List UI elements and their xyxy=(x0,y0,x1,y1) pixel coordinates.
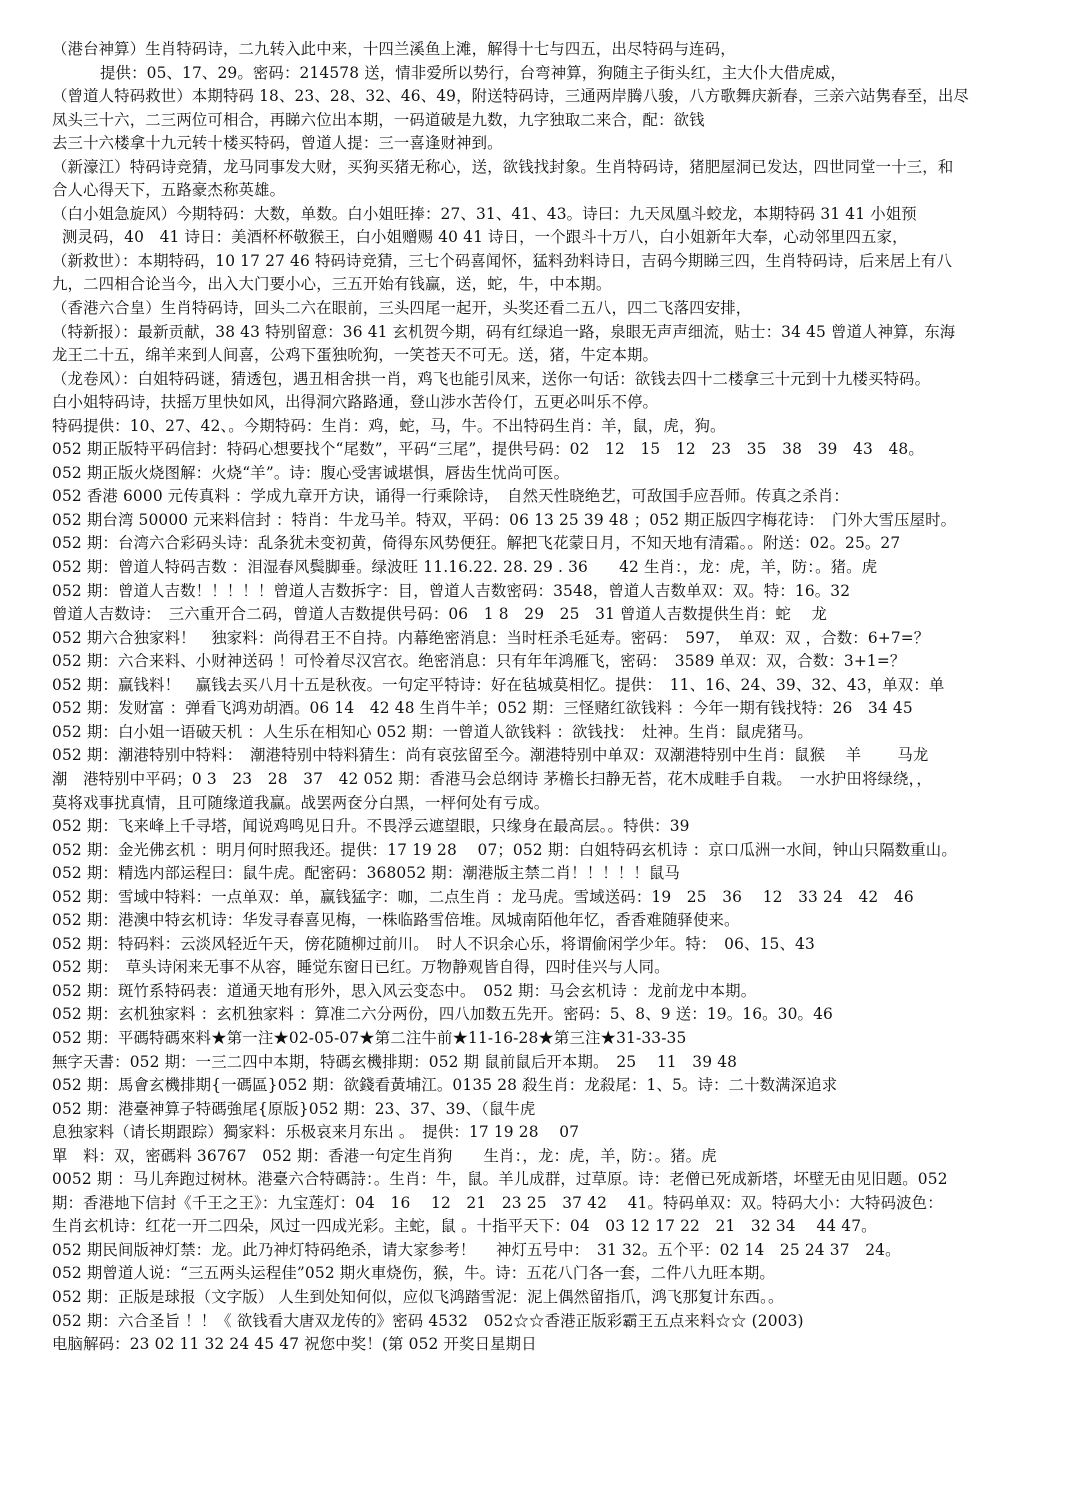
text-line: 潮 港特别中平码；0 3 23 28 37 42 052 期：香港马会总纲诗 茅檐长扫静无苔，花木成畦手自栽。 一水护田将绿绕，， xyxy=(52,769,932,788)
text-line: （曾道人特码救世）本期特码 18、23、28、32、46、49，附送特码诗，三通两岸腾八骏，八方歌舞庆新春，三亲六站隽春至，出尽 xyxy=(52,87,969,106)
text-line: 052 期：斑竹系特码表：道通天地有形外，思入风云变态中。 052 期：马会玄机诗 ：龙前龙中本期。 xyxy=(52,981,757,1000)
text-line xyxy=(52,1474,1040,1498)
text-line: 龙王二十五，绵羊来到人间喜，公鸡下蛋独吮狗，一笑苍天不可无。送，猪，牛定本期。 xyxy=(52,346,659,365)
text-line: 0052 期 ：马儿奔跑过树林。港臺六合特碼詩：。生肖：牛，鼠。羊儿成群，过草原。诗：老僧已死成新塔，坏壁无由见旧题。052 xyxy=(52,1170,948,1189)
text-line: 提供：05、17、29。密码：214578 送，情非爱所以势行，台弯神算，狗随主子街头红，主大仆大借虎威， xyxy=(100,63,846,82)
text-line: （香港六合皇）生肖特码诗，回头二六在眼前，三头四尾一起开，头奖还看二五八，四二飞落四安排， xyxy=(52,299,752,318)
text-line: （白小姐急旋风）今期特码：大数，单数。白小姐旺捧：27、31、41、43。诗曰：九天凤凰斗蛟龙，本期特码 31 41 小姐预 xyxy=(52,204,917,223)
text-line: 生肖玄机诗：红花一开二四朵，风过一四成光彩。主蛇，鼠 。十指平天下：04 03 12 17 22 21 32 34 44 47。 xyxy=(52,1217,877,1236)
text-line: 052 期正版特平码信封：特码心想要找个“尾数”，平码“三尾”，提供号码：02 12 15 12 23 35 38 39 43 48。 xyxy=(52,440,924,459)
text-line: 合人心得天下，五路豪杰称英雄。 xyxy=(52,181,286,200)
text-line: 去三十六楼拿十九元转十楼买特码，曾道人提：三一喜逢财神到。 xyxy=(52,134,503,153)
text-line: 052 期：白小姐一语破天机 ：人生乐在相知心 052 期：一曾道人欲钱料 ：欲钱找： 灶神。生肖：鼠虎猪马。 xyxy=(52,722,813,741)
text-line: 052 期：飞来峰上千寻塔，闻说鸡鸣见日升。不畏浮云遮望眼，只缘身在最高层。。特供：39 xyxy=(52,817,690,836)
text-line xyxy=(52,1380,1040,1404)
text-line: 052 期：平碼特碼來料★第一注★02-05-07★第二注牛前★11-16-28★第三注★31-33-35 xyxy=(52,1028,687,1047)
text-line: 052 期：港澳中特玄机诗：华发寻春喜见梅，一株临路雪倍堆。凤城南陌他年忆，香香难随驿使来。 xyxy=(52,911,740,930)
text-line: 052 期：发财富 ：弹看飞鸿劝胡酒。06 14 42 48 生肖牛羊；052 期：三怪赌红欲钱料 ：今年一期有钱找特：26 34 45 xyxy=(52,699,913,718)
text-line: 052 期：精选内部运程曰：鼠牛虎。配密码：368052 期：潮港版主禁二肖！！！！！鼠马 xyxy=(52,864,680,883)
text-line: （龙卷风）：白姐特码谜，猜透包，遇丑相舍拱一肖，鸡飞也能引凤来，送你一句话：欲钱去四十二楼拿三十元到十九楼买特码。 xyxy=(52,369,931,388)
text-line: 曾道人吉数诗： 三六重开合二码，曾道人吉数提供号码：06 1 8 29 25 31 曾道人吉数提供生肖：蛇 龙 xyxy=(52,605,828,624)
text-line: 052 期： 草头诗闲来无事不从容，睡觉东窗日已红。万物静观皆自得，四时佳兴与人同。 xyxy=(52,958,670,977)
text-line: 052 期：六合来料、小财神送码 ！可怜着尽汉宫衣。绝密消息：只有年年鸿雁飞，密码： 3589 单双：双，合数：3+1=？ xyxy=(52,652,906,671)
text-line: 052 期：曾道人吉数！！！！！曾道人吉数拆字：目，曾道人吉数密码：3548，曾道人吉数单双：双。特：16。32 xyxy=(52,581,851,600)
text-line: 052 期：特码料：云淡风轻近午天，傍花随柳过前川。 时人不识余心乐，将谓偷闲学少年。特： 06、15、43 xyxy=(52,934,815,953)
text-line: 052 期曾道人说：“三五两头运程佳”052 期火車烧伤，猴，牛。诗：五花八门各一套，二件八九旺本期。 xyxy=(52,1264,775,1283)
text-line: （新濠江）特码诗竞猜，龙马同事发大财，买狗买猪无称心，送，欲钱找封象。生肖特码诗，猪肥屋洞已发达，四世同堂一十三，和 xyxy=(52,157,954,176)
text-line: 测灵码，40 41 诗日：美酒杯杯敬猴王，白小姐赠赐 40 41 诗日，一个跟斗十万八，白小姐新年大奉，心动邻里四五家， xyxy=(62,228,908,247)
text-line: 052 期：玄机独家料 ：玄机独家料 ：算准二六分两份，四八加数五先开。密码：5、8、9 送：19。16。30。46 xyxy=(52,1005,833,1024)
text-line: 052 期台湾 50000 元来料信封 ：特肖：牛龙马羊。特双，平码：06 13 25 39 48 ；052 期正版四字梅花诗： 门外大雪压屋时。 xyxy=(52,510,957,529)
text-line: （港台神算）生肖特码诗，二九转入此中来，十四兰溪鱼上滩，解得十七与四五，出尽特码与连码， xyxy=(52,40,736,58)
text-line xyxy=(52,1427,1040,1451)
text-line: 052 期：潮港特别中特料： 潮港特别中特料猜生：尚有哀弦留至今。潮港特别中单双：双潮港特别中生肖：鼠猴 羊 马龙 xyxy=(52,746,929,765)
text-line: 电脑解码：23 02 11 32 24 45 47 祝您中奖！(第 052 开奖日星期日 xyxy=(52,1335,537,1354)
text-line: 052 期：台湾六合彩码头诗：乱条犹未变初黄，倚得东风势便狂。解把飞花蒙日月，不知天地有清霜。。附送：02。25。27 xyxy=(52,534,901,553)
text-line: 凤头三十六，二三两位可相合，再睇六位出本期，一码道破是九数，九字独取二来合，配：欲钱 xyxy=(52,110,705,129)
text-line: 052 期：馬會玄機排期{一碼區}052 期：欲錢看黃埔江。0135 28 殺生肖：龙殺尾：1、5。诗：二十数满深追求 xyxy=(52,1076,838,1095)
text-line: 息独家料（请长期跟踪）獨家料：乐极哀来月东出 。 提供：17 19 28 07 xyxy=(52,1123,580,1142)
text-line: 052 期：港臺神算子特碼強尾{原版}052 期：23、37、39、（鼠牛虎 xyxy=(52,1099,536,1118)
text-line: 052 期：曾道人特码吉数 ：泪湿春风鬓脚垂。绿波旺 11.16.22. 28. 29 . 36 42 生肖：，龙：虎，羊，防：。猪。虎 xyxy=(52,558,878,577)
text-line: 期：香港地下信封《千王之王》：九宝莲灯：04 16 12 21 23 25 37 42 41。特码单双：双。特码大小：大特码波色： xyxy=(52,1193,943,1212)
text-line: 052 期：雪域中特料：一点单双：单，赢钱猛字：咖，二点生肖 ：龙马虎。雪域送码：19 25 36 12 33 24 42 46 xyxy=(52,887,914,906)
text-line xyxy=(52,1404,1040,1428)
text-line: 052 期：赢钱料！ 赢钱去买八月十五是秋夜。一句定平特诗：好在毡城莫相忆。提供： 11、16、24、39、32、43，单双：单 xyxy=(52,675,945,694)
text-line: 052 香港 6000 元传真料 ：学成九章开方诀，诵得一行乘除诗， 自然天性晓绝艺，可敌国手应吾师。传真之杀肖： xyxy=(52,487,849,506)
text-line xyxy=(52,1357,1040,1381)
text-line: 特码提供：10、27、42、。今期特码：生肖：鸡，蛇，马，牛。不出特码生肖：羊，鼠，虎，狗。 xyxy=(52,416,726,435)
text-line: 052 期：正版是球报（文字版） 人生到处知何似，应似飞鸿踏雪泥：泥上偶然留指爪，鸿飞那复计东西。。 xyxy=(52,1287,784,1306)
text-line: 莫将戏事扰真情，且可随缘道我赢。战罢两奁分白黑，一枰何处有亏成。 xyxy=(52,793,550,812)
text-line: 052 期：六合圣旨 ！！《 欲钱看大唐双龙传的》密码 4532 052☆☆香港正版彩霸王五点来料☆☆ (2003) xyxy=(52,1311,804,1330)
text-line: 052 期：金光佛玄机 ：明月何时照我还。提供：17 19 28 07；052 期：白姐特码玄机诗 ：京口瓜洲一水间，钟山只隔数重山。 xyxy=(52,840,957,859)
text-line: 單 料：双，密碼料 36767 052 期：香港一句定生肖狗 生肖：，龙：虎，羊，防：。猪。虎 xyxy=(52,1146,717,1165)
text-line xyxy=(52,1451,1040,1475)
text-line: 無字天書：052 期：一三二四中本期，特碼玄機排期：052 期 鼠前鼠后开本期。 25 11 39 48 xyxy=(52,1052,738,1071)
text-line: （特新报）：最新贡献，38 43 特别留意：36 41 玄机贺今期，码有红绿追一路，泉眼无声声细流，贴士：34 45 曾道人神算，东海 xyxy=(52,322,956,341)
text-line: 九，二四相合论当今，出入大门要小心，三五开始有钱赢，送，蛇，牛，中本期。 xyxy=(52,275,612,294)
text-line: 052 期民间版神灯禁：龙。此乃神灯特码绝杀，请大家参考！ 神灯五号中： 31 32。五个平：02 14 25 24 37 24。 xyxy=(52,1240,901,1259)
text-line: 052 期正版火烧图解：火烧“羊”。诗：腹心受害诚堪惧，唇齿生忧尚可医。 xyxy=(52,463,570,482)
text-line: 白小姐特码诗，扶摇万里快如风，出得洞穴路路通，登山涉水苦伶仃，五更必叫乐不停。 xyxy=(52,393,659,412)
text-line: 052 期六合独家料！ 独家料：尚得君王不自持。内幕绝密消息：当时枉杀毛延寿。密码： 597， 单双：双 ，合数：6+7=？ xyxy=(52,628,930,647)
text-line: （新救世）：本期特码，10 17 27 46 特码诗竞猜，三七个码喜闻怀，猛料劲料诗日，吉码今期睇三四，生肖特码诗，后来居上有八 xyxy=(52,251,953,270)
